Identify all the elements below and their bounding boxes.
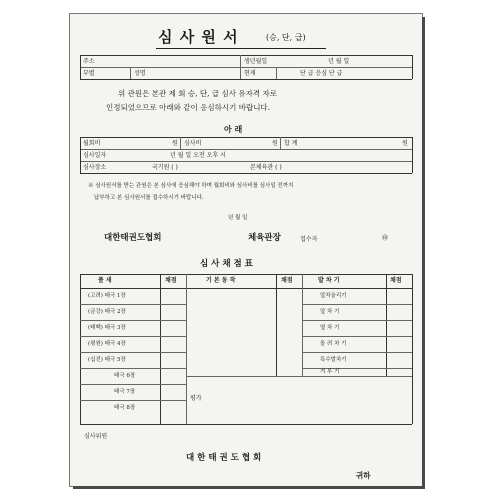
monthly-fee-label: 월회비 bbox=[83, 140, 101, 147]
notice-line-1: ※ 심사원서를 받는 관원은 본 심사에 응심해야 하며 월회비와 심사비를 심사일 전까지 bbox=[88, 183, 294, 189]
poomsae-row: 태극 6장 bbox=[114, 373, 136, 379]
kick-row: 앞 차 기 bbox=[320, 309, 340, 315]
poomsae-row: (십진) 태극 5장 bbox=[88, 357, 126, 363]
total-unit: 원 bbox=[402, 140, 408, 147]
poomsae-row: 태극 8장 bbox=[114, 405, 136, 411]
score-table-top bbox=[80, 274, 412, 275]
kick-row: 돌 려 차 기 bbox=[320, 341, 347, 347]
birthdate-fill: 년 월 일 bbox=[328, 58, 350, 65]
intro-line-2: 인정되었으므로 아래와 같이 응심하시기 바랍니다. bbox=[106, 103, 271, 112]
poomsae-row: 태극 7장 bbox=[114, 389, 136, 395]
monthly-fee-unit: 원 bbox=[172, 140, 178, 147]
footer-addressee: 귀하 bbox=[356, 471, 371, 480]
application-form-sheet bbox=[70, 14, 422, 486]
examiner-label: 심사위원 bbox=[84, 433, 108, 440]
form-title: 심 사 원 서 bbox=[158, 28, 239, 46]
exam-date-label: 심사일자 bbox=[83, 152, 107, 159]
receiver-label: 접수자 bbox=[300, 236, 318, 243]
address-label: 주소 bbox=[83, 58, 95, 65]
score-header-poomsae: 품 새 bbox=[98, 277, 112, 284]
name-label: 성명 bbox=[134, 70, 146, 77]
kick-row: 특수발차기 bbox=[320, 357, 347, 363]
poomsae-row: (평원) 태극 4장 bbox=[88, 341, 126, 347]
current-rank-label: 현재 bbox=[244, 70, 256, 77]
division-label: 부별 bbox=[83, 70, 95, 77]
exam-fee-unit: 원 bbox=[272, 140, 278, 147]
poomsae-row: (고려) 태극 1장 bbox=[88, 293, 126, 299]
total-label: 합 계 bbox=[284, 140, 298, 147]
info-table-top bbox=[80, 55, 412, 56]
poomsae-row: (금강) 태극 2장 bbox=[88, 309, 126, 315]
intro-line-1: 위 관원은 본관 제 회 승, 단, 급 심사 유자격 자로 bbox=[118, 89, 278, 98]
evaluation-label: 평가 bbox=[190, 395, 202, 402]
score-header-kicks: 발 차 기 bbox=[318, 277, 340, 284]
exam-fee-label: 심사비 bbox=[184, 140, 202, 147]
poomsae-row: (태백) 태극 3장 bbox=[88, 325, 126, 331]
score-header-basic-moves: 기 본 동 작 bbox=[206, 277, 236, 284]
kick-row: 옆 차 기 bbox=[320, 325, 340, 331]
exam-place-kukkiwon: 국기원 ( ) bbox=[152, 164, 178, 171]
kick-row: 앞차올리기 bbox=[320, 293, 347, 299]
gym-head-label: 체육관장 bbox=[248, 233, 281, 243]
date-fill: 년 월 일 bbox=[228, 215, 248, 221]
section-below-heading: 아 래 bbox=[224, 124, 243, 134]
form-title-sub: (승, 단, 급) bbox=[266, 33, 306, 42]
notice-line-2: 납부하고 본 심사원서를 접수하시기 바랍니다. bbox=[94, 195, 204, 201]
current-rank-fill: 단 급 응심 단 급 bbox=[300, 70, 343, 77]
exam-place-label: 심사장소 bbox=[83, 164, 107, 171]
score-table-bottom bbox=[80, 424, 412, 425]
footer-association-name: 대 한 태 권 도 협 회 bbox=[186, 453, 262, 463]
score-header-score-3: 채점 bbox=[390, 277, 402, 284]
seal-mark: ㊞ bbox=[382, 235, 389, 242]
exam-place-gym: 본체육관 ( ) bbox=[250, 164, 282, 171]
title-underline bbox=[156, 48, 326, 49]
exam-date-fill: 년 월 일 오전 오후 시 bbox=[170, 152, 226, 159]
birthdate-label: 생년월일 bbox=[244, 58, 268, 65]
association-name: 대한태권도협회 bbox=[104, 233, 162, 243]
score-header-score-1: 채점 bbox=[165, 277, 177, 284]
scoring-sheet-heading: 심 사 채 점 표 bbox=[200, 259, 253, 269]
kick-row: 겨 루 기 bbox=[320, 369, 340, 375]
score-header-score-2: 채점 bbox=[281, 277, 293, 284]
